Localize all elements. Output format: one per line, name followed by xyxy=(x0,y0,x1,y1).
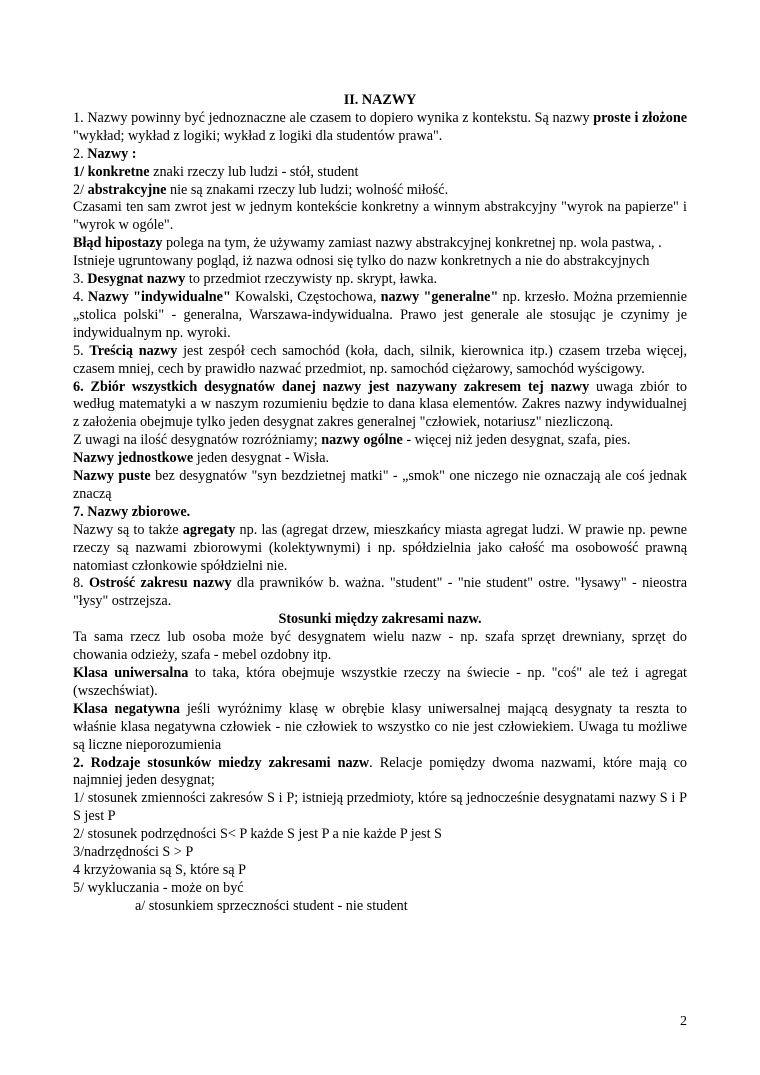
text: polega na tym, że używamy zamiast nazwy abstrakcyjnej konkretnej np. wola pastwa, . xyxy=(162,235,662,252)
text: jeden desygnat - Wisła. xyxy=(193,450,330,467)
paragraph-17 xyxy=(73,575,687,611)
bold-term: 7. Nazwy zbiorowe. xyxy=(73,503,191,520)
bold-term: nazwy "generalne" xyxy=(380,288,499,305)
paragraph-9 xyxy=(73,289,687,343)
paragraph-2 xyxy=(73,146,687,164)
paragraph-11 xyxy=(73,379,687,433)
text: 2. xyxy=(73,145,88,162)
text: 5. xyxy=(73,342,90,359)
paragraph-14 xyxy=(73,468,687,504)
paragraph-26 xyxy=(73,880,687,898)
page-number: 2 xyxy=(680,1014,687,1029)
text: to taka, która obejmuje wszystkie rzeczy na świecie - np. "coś" ale też i agregat (wszechświat). xyxy=(73,665,688,699)
paragraph-4 xyxy=(73,182,687,200)
text: Nazwy są to także xyxy=(73,521,183,538)
paragraph-13 xyxy=(73,450,687,468)
bold-term: 2. Rodzaje stosunków miedzy zakresami nazw xyxy=(73,754,370,771)
bold-term: nazwy ogólne xyxy=(321,432,403,449)
text: "wykład; wykład z logiki; wykład z logiki dla studentów prawa". xyxy=(73,127,443,144)
paragraph-3 xyxy=(73,164,687,182)
text: a/ stosunkiem sprzeczności student - nie student xyxy=(135,897,408,914)
bold-term: agregaty xyxy=(182,521,236,538)
bold-term: 6. Zbiór wszystkich desygnatów danej nazwy jest nazywany zakresem tej nazwy xyxy=(73,378,590,395)
paragraph-1 xyxy=(73,110,687,146)
text: 3/nadrzędności S > P xyxy=(73,844,194,861)
bold-term: proste i złożone xyxy=(593,109,688,126)
text: 3. xyxy=(73,271,88,288)
text: uwaga zbiór to według matematyki a w naszym rozumieniu będzie to dana klasa elementów. Zakres nazwy indywidualnej z założenia obejmuje tylko jeden desygnat zakres generalnej "człowiek, notariusz" niezliczoną. xyxy=(73,378,687,431)
paragraph-23 xyxy=(73,826,687,844)
document-body xyxy=(73,92,687,916)
text: 2/ stosunek podrzędności S< P każde S jest P a nie każde P jest S xyxy=(73,826,442,843)
text: Istnieje ugruntowany pogląd, iż nazwa odnosi się tylko do nazw konkretnych a nie do abstrakcyjnych xyxy=(73,253,650,270)
text: 1. Nazwy powinny być jednoznaczne ale czasem to dopiero wynika z kontekstu. Są nazwy xyxy=(73,109,594,126)
text: Ta sama rzecz lub osoba może być desygnatem wielu nazw - np. szafa sprzęt drewniany, sprzęt do chowania odzieży, szafa - mebel ozdobny itp. xyxy=(73,629,687,664)
paragraph-18 xyxy=(73,629,687,665)
section-subtitle: Stosunki między zakresami nazw. xyxy=(278,611,482,628)
text: Z uwagi na ilość desygnatów rozróżniamy; xyxy=(73,432,322,449)
text: bez desygnatów "syn bezdzietnej matki" - „smok" one niczego nie oznaczają ale coś jednak znaczą xyxy=(73,468,687,502)
bold-term: 1/ konkretne xyxy=(73,163,150,180)
paragraph-7 xyxy=(73,253,687,271)
text: znaki rzeczy lub ludzi - stół, student xyxy=(149,163,359,180)
text: 1/ stosunek zmienności zakresów S i P; istnieją przedmioty, które są jednocześnie desygnatami nazwy S i P S jest P xyxy=(73,790,687,825)
bold-term: Desygnat nazwy xyxy=(87,271,186,288)
bold-term: Nazwy : xyxy=(87,145,137,162)
paragraph-5 xyxy=(73,199,687,235)
bold-term: Klasa negatywna xyxy=(73,700,180,717)
text: 5/ wykluczania - może on być xyxy=(73,879,244,896)
text: - więcej niż jeden desygnat, szafa, pies. xyxy=(402,432,631,449)
paragraph-12 xyxy=(73,432,687,450)
text: nie są znakami rzeczy lub ludzi; wolność miłość. xyxy=(166,181,449,198)
paragraph-10 xyxy=(73,343,687,379)
text: Czasami ten sam zwrot jest w jednym kontekście konkretny a winnym abstrakcyjny "wyrok na papierze" i "wyrok w ogóle". xyxy=(73,199,687,234)
text: 4. xyxy=(73,288,88,305)
paragraph-6 xyxy=(73,235,687,253)
paragraph-20 xyxy=(73,701,687,755)
text: jest zespół cech samochód (koła, dach, silnik, kierownica itp.) czasem trzeba więcej, czasem mniej, cech by prawidło nazwać przedmiot, np. samochód ciężarowy, samochód wyścigowy. xyxy=(73,342,688,377)
paragraph-16 xyxy=(73,522,687,576)
text: to przedmiot rzeczywisty np. skrypt, ławka. xyxy=(185,271,438,288)
text: 8. xyxy=(73,575,89,592)
text: dla prawników b. ważna. "student" - "nie student" ostre. "łysawy" - nieostra "łysy" ostrzejsza. xyxy=(73,575,687,610)
bold-term: Treścią nazwy xyxy=(89,342,178,359)
paragraph-27 xyxy=(73,898,687,916)
bold-term: Ostrość zakresu nazwy xyxy=(88,575,232,592)
text: 4 krzyżowania są S, które są P xyxy=(73,861,246,878)
paragraph-19 xyxy=(73,665,687,701)
paragraph-21 xyxy=(73,755,687,791)
paragraph-15 xyxy=(73,504,687,522)
text: 2/ xyxy=(73,181,88,198)
text: Kowalski, Częstochowa, xyxy=(230,288,381,305)
text: . Relacje pomiędzy dwoma nazwami, które mają co najmniej jeden desygnat; xyxy=(73,754,688,789)
bold-term: Nazwy "indywidualne" xyxy=(87,288,231,305)
bold-term: abstrakcyjne xyxy=(87,181,167,198)
bold-term: Nazwy puste xyxy=(73,468,151,485)
page-title: II. NAZWY xyxy=(343,92,417,108)
paragraph-25 xyxy=(73,862,687,880)
text: jeśli wyróżnimy klasę w obrębie klasy uniwersalnej mającą desygnaty ta reszta to właśnie klasa negatywna człowiek - nie człowiek to wszystko co nie jest człowiekiem. Uwaga tu możliwe są liczne nieporozumienia xyxy=(73,700,688,753)
text: np. krzesło. Można przemiennie „stolica polski" - generalna, Warszawa-indywidualna. Prawo jest generale ale stosując je czynimy je indywidualnym np. wyroki. xyxy=(73,288,687,341)
bold-term: Błąd hipostazy xyxy=(73,235,163,252)
paragraph-8 xyxy=(73,271,687,289)
bold-term: Klasa uniwersalna xyxy=(73,665,189,681)
paragraph-24 xyxy=(73,844,687,862)
text: np. las (agregat drzew, mieszkańcy miasta agregat ludzi. W prawie np. pewne rzeczy są nazwami zbiorowymi (kolektywnymi) i np. spółdzielnia jako całość ma osobowość prawną natomiast członkowie spółdzielni nie. xyxy=(73,521,687,574)
bold-term: Nazwy jednostkowe xyxy=(73,450,194,467)
paragraph-22 xyxy=(73,790,687,826)
